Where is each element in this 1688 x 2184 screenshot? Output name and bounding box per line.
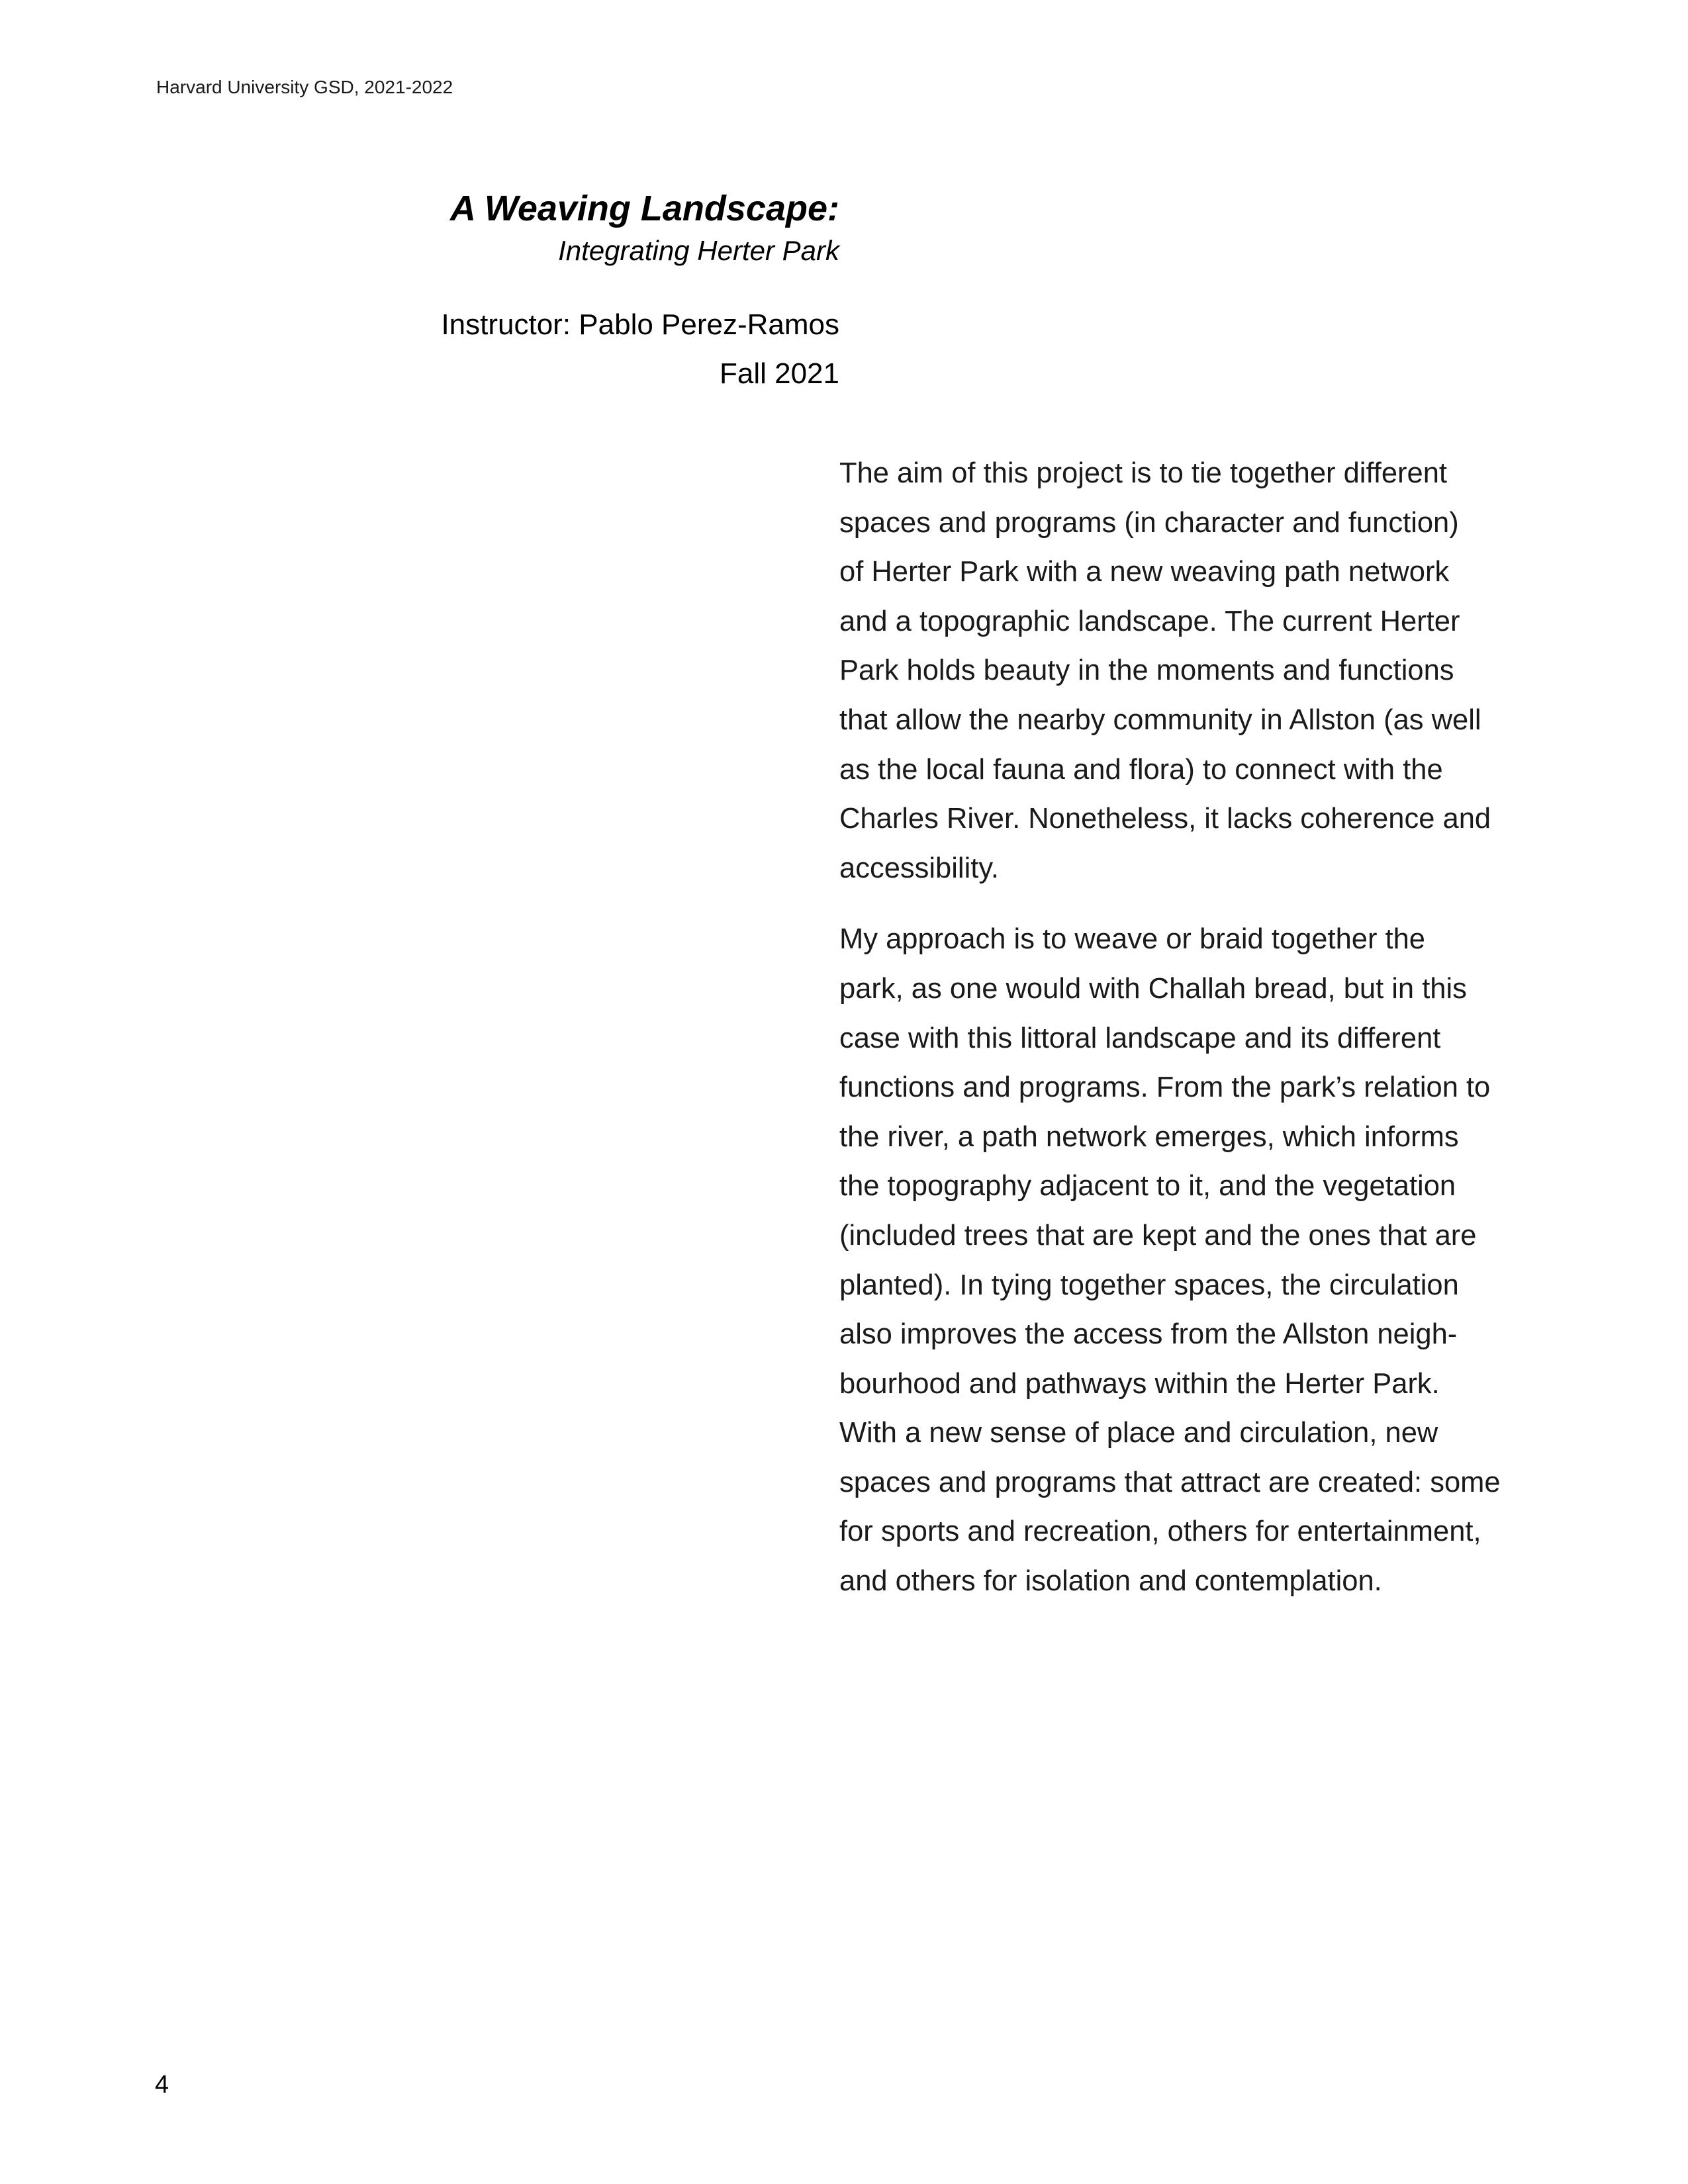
body-line: park, as one would with Challah bread, but in this (839, 972, 1467, 1005)
body-line: planted). In tying together spaces, the circulation (839, 1269, 1459, 1301)
body-line: and a topographic landscape. The current Herter (839, 605, 1460, 637)
title-block (441, 185, 839, 398)
body-line: With a new sense of place and circulation, new (839, 1417, 1438, 1449)
project-title: A Weaving Landscape: (449, 189, 839, 228)
body-line: Park holds beauty in the moments and functions (839, 655, 1454, 687)
body-line: that allow the nearby community in Allston (as well (839, 704, 1481, 736)
running-header: Harvard University GSD, 2021-2022 (156, 77, 453, 97)
body-line: My approach is to weave or braid together the (839, 923, 1425, 956)
body-line: of Herter Park with a new weaving path network (839, 556, 1450, 588)
body-line: Charles River. Nonetheless, it lacks coherence and (839, 803, 1491, 835)
paragraph-2 (839, 915, 1541, 1606)
body-line: the river, a path network emerges, which informs (839, 1120, 1459, 1153)
body-line: case with this littoral landscape and its different (839, 1022, 1441, 1054)
body-line: accessibility. (839, 852, 999, 884)
body-line: the topography adjacent to it, and the vegetation (839, 1170, 1456, 1203)
body-line: for sports and recreation, others for entertainment, (839, 1516, 1481, 1548)
project-subtitle: Integrating Herter Park (558, 235, 839, 266)
body-line: functions and programs. From the park’s relation to (839, 1071, 1491, 1104)
body-line: spaces and programs (in character and function) (839, 506, 1459, 539)
body-line: The aim of this project is to tie together different (839, 457, 1448, 489)
body-line: (included trees that are kept and the ones that are (839, 1219, 1477, 1251)
body-line: and others for isolation and contemplation. (839, 1565, 1382, 1598)
term-line: Fall 2021 (719, 357, 839, 390)
body-line: bourhood and pathways within the Herter Park. (839, 1367, 1440, 1400)
body-line: also improves the access from the Allston neigh- (839, 1318, 1458, 1351)
body-text (839, 449, 1541, 1628)
body-line: as the local fauna and flora) to connect with the (839, 753, 1443, 786)
page-number: 4 (155, 2071, 169, 2099)
instructor-line: Instructor: Pablo Perez-Ramos (441, 308, 839, 341)
body-line: spaces and programs that attract are created: some (839, 1466, 1501, 1498)
paragraph-1 (839, 449, 1541, 893)
